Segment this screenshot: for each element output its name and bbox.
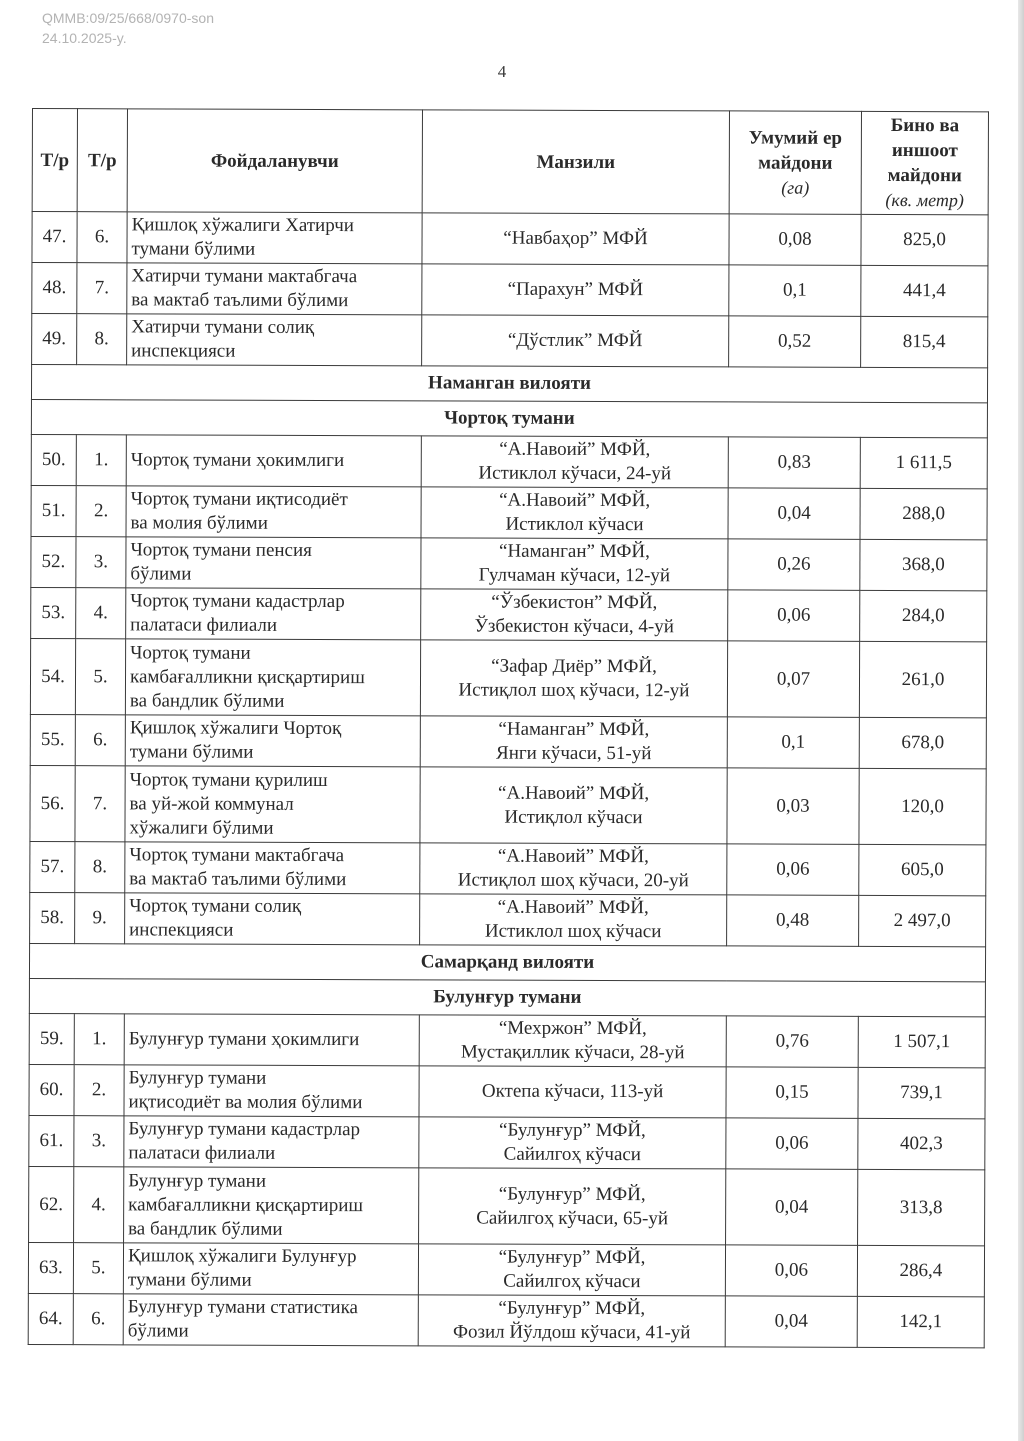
- row-sub-number: 7.: [75, 766, 125, 842]
- user-name-cell: [127, 314, 422, 366]
- column-header-building: [861, 111, 988, 214]
- table-row: [31, 536, 987, 590]
- user-name-cell: [123, 1243, 418, 1295]
- user-name-cell: [127, 212, 422, 264]
- row-number: 61.: [29, 1115, 74, 1166]
- table-row: [32, 263, 988, 317]
- row-number: 51.: [31, 485, 76, 536]
- address-cell: [421, 589, 728, 641]
- row-sub-number: 6.: [75, 715, 125, 766]
- page-edge-shadow: [1018, 0, 1024, 1441]
- row-sub-number: 7.: [77, 263, 127, 314]
- land-area-cell: 0,76: [726, 1016, 858, 1067]
- address-line: Сайилгоҳ кўчаси: [503, 1270, 641, 1293]
- table-row: [28, 1293, 984, 1347]
- user-name-cell: [123, 1294, 418, 1346]
- address-line: Фозил Йўлдош кўчаси, 41-уй: [452, 1321, 691, 1344]
- row-number: 57.: [30, 841, 75, 892]
- user-name-cell: [127, 263, 422, 315]
- row-sub-number: 9.: [75, 893, 125, 944]
- building-area-cell: 142,1: [857, 1296, 984, 1347]
- row-number: 63.: [28, 1242, 73, 1293]
- building-area-cell: 120,0: [859, 768, 986, 844]
- address-cell: [422, 264, 729, 316]
- address-cell: [419, 1015, 726, 1067]
- table-row: [30, 841, 986, 895]
- row-number: 54.: [30, 638, 75, 714]
- user-name-cell: [124, 1116, 419, 1168]
- user-name-line: Қишлоқ хўжалиги Булунғур: [127, 1245, 357, 1268]
- row-number: 48.: [32, 263, 77, 314]
- row-sub-number: 5.: [73, 1243, 123, 1294]
- land-area-cell: 0,1: [729, 265, 861, 316]
- address-line: “Булунғур” МФЙ,: [498, 1119, 646, 1142]
- district-row: [29, 978, 985, 1016]
- user-name-cell: [126, 537, 421, 589]
- user-name-line: ва мактаб таълими бўлими: [131, 289, 349, 312]
- land-area-cell: 0,06: [725, 1245, 857, 1296]
- address-line: Истиқлол шоҳ кўчаси, 20-уй: [457, 869, 689, 892]
- user-name-line: Қишлоқ хўжалиги Чортоқ: [129, 717, 342, 740]
- row-number: 59.: [29, 1013, 74, 1064]
- address-line: “Мехржон” МФЙ,: [498, 1017, 647, 1040]
- land-area-cell: 0,1: [727, 717, 859, 768]
- column-header-address: Манзили: [422, 110, 729, 214]
- address-line: “Наманган” МФЙ,: [498, 718, 650, 741]
- user-name-line: Булунғур тумани статистика: [127, 1296, 359, 1319]
- building-area-cell: 678,0: [859, 717, 986, 768]
- user-name-line: ва молия бўлими: [130, 512, 268, 534]
- column-header-user: Фойдаланувчи: [127, 109, 422, 213]
- document-date: 24.10.2025-y.: [42, 30, 127, 46]
- building-area-cell: 284,0: [860, 590, 987, 641]
- user-name-line: инспекцияси: [129, 919, 234, 941]
- row-sub-number: 2.: [74, 1065, 124, 1116]
- table-row: [31, 587, 987, 641]
- address-line: Янги кўчаси, 51-уй: [496, 742, 652, 765]
- address-cell: [420, 894, 727, 946]
- user-name-line: Хатирчи тумани мактабгача: [131, 265, 358, 288]
- address-line: “Зафар Диёр” МФЙ,: [491, 655, 657, 677]
- row-sub-number: 1.: [74, 1014, 124, 1065]
- row-sub-number: 8.: [77, 314, 127, 365]
- building-header-unit: (кв. метр): [885, 189, 964, 211]
- user-name-line: Чортоқ тумани ҳокимлиги: [130, 449, 345, 472]
- table-row: [32, 212, 988, 266]
- table-row: [29, 1064, 985, 1118]
- user-name-cell: [124, 1065, 419, 1117]
- row-sub-number: 1.: [76, 435, 126, 486]
- column-header-num: Т/р: [32, 109, 77, 212]
- table-row: [30, 765, 986, 844]
- address-line: “Булунғур” МФЙ,: [498, 1297, 646, 1320]
- row-number: 62.: [29, 1166, 74, 1242]
- address-line: “Дўстлик” МФЙ: [507, 329, 643, 352]
- district-title: Чортоқ тумани: [31, 399, 987, 437]
- land-area-cell: 0,06: [728, 590, 860, 641]
- land-area-cell: 0,08: [729, 214, 861, 265]
- address-line: Истиқлол шоҳ кўчаси, 12-уй: [458, 678, 690, 701]
- district-title: Булунғур тумани: [29, 978, 985, 1016]
- address-cell: [421, 487, 728, 539]
- address-line: “А.Навоий” МФЙ,: [498, 782, 650, 804]
- user-name-line: ва бандлик бўлими: [128, 1217, 283, 1240]
- user-name-line: иқтисодиёт ва молия бўлими: [128, 1091, 363, 1114]
- table-body: [28, 212, 988, 1348]
- user-name-cell: [124, 1167, 419, 1244]
- land-area-cell: 0,15: [726, 1067, 858, 1118]
- address-line: “Навбаҳор” МФЙ: [503, 227, 648, 250]
- user-name-line: хўжалиги бўлими: [129, 816, 274, 839]
- land-area-cell: 0,04: [728, 488, 860, 539]
- address-line: Истиклол шоҳ кўчаси: [484, 920, 662, 943]
- row-sub-number: 4.: [76, 588, 126, 639]
- row-number: 60.: [29, 1064, 74, 1115]
- user-name-cell: [125, 842, 420, 894]
- user-name-line: Қишлоқ хўжалиги Хатирчи: [131, 214, 355, 237]
- address-line: “Ўзбекистон” МФЙ,: [491, 591, 658, 614]
- row-number: 58.: [30, 892, 75, 943]
- user-name-cell: [126, 588, 421, 640]
- table-row: [30, 892, 986, 946]
- column-header-land: [729, 111, 861, 214]
- land-area-cell: 0,26: [728, 539, 860, 590]
- user-name-cell: [125, 715, 420, 767]
- address-line: Ўзбекистон кўчаси, 4-уй: [474, 615, 674, 638]
- land-area-cell: 0,04: [725, 1296, 857, 1347]
- region-title: Наманган вилояти: [31, 365, 987, 403]
- table-row: [29, 1013, 985, 1067]
- address-cell: [418, 1295, 725, 1347]
- building-area-cell: 605,0: [859, 844, 986, 895]
- user-name-cell: [125, 766, 420, 843]
- address-line: “А.Навоий” МФЙ,: [499, 438, 651, 461]
- address-cell: [419, 1168, 726, 1245]
- address-line: Мустақиллик кўчаси, 28-уй: [460, 1041, 685, 1064]
- row-sub-number: 6.: [77, 212, 127, 263]
- user-name-line: Хатирчи тумани солиқ: [131, 316, 315, 338]
- user-name-cell: [124, 1014, 419, 1066]
- address-line: “А.Навоий” МФЙ,: [497, 845, 649, 868]
- address-line: Октепа кўчаси, 113-уй: [481, 1080, 664, 1103]
- table-row: [31, 434, 987, 488]
- table-row: [32, 314, 988, 368]
- building-area-cell: 402,3: [858, 1118, 985, 1169]
- address-cell: [420, 640, 727, 717]
- building-header-label: Бино ва иншоот майдони: [887, 114, 962, 187]
- land-area-cell: 0,06: [727, 844, 859, 895]
- building-area-cell: 288,0: [860, 488, 987, 539]
- row-number: 47.: [32, 212, 77, 263]
- land-area-cell: 0,52: [729, 316, 861, 367]
- user-name-line: инспекцияси: [131, 340, 236, 362]
- building-area-cell: 286,4: [857, 1245, 984, 1296]
- address-cell: [419, 1066, 726, 1118]
- table-row: [30, 638, 986, 717]
- row-number: 50.: [31, 434, 76, 485]
- land-area-cell: 0,48: [727, 895, 859, 946]
- table-header-row: [32, 109, 988, 215]
- land-header-label: Умумий ер майдони: [748, 127, 843, 174]
- user-name-line: камбағалликни қисқартириш: [128, 1193, 364, 1216]
- user-name-line: Булунғур тумани: [128, 1067, 267, 1089]
- address-cell: [419, 1117, 726, 1169]
- row-number: 64.: [28, 1293, 73, 1344]
- row-number: 55.: [30, 714, 75, 765]
- land-area-cell: 0,06: [726, 1118, 858, 1169]
- user-name-line: Чортоқ тумани: [130, 641, 251, 664]
- building-area-cell: 825,0: [861, 214, 988, 265]
- document-header: [42, 8, 214, 48]
- property-registry-table: [28, 108, 989, 1348]
- address-line: “Наманган” МФЙ,: [499, 540, 650, 563]
- user-name-line: бўлими: [127, 1320, 189, 1342]
- address-line: “Булунғур” МФЙ,: [498, 1246, 646, 1269]
- address-cell: [420, 767, 727, 844]
- user-name-cell: [125, 893, 420, 945]
- row-sub-number: 5.: [75, 639, 125, 715]
- user-name-line: ва мактаб таълими бўлими: [129, 868, 347, 891]
- address-line: Гулчаман кўчаси, 12-уй: [478, 564, 671, 587]
- building-area-cell: 815,4: [861, 316, 988, 367]
- address-cell: [422, 213, 729, 265]
- land-area-cell: 0,83: [728, 437, 860, 488]
- address-cell: [421, 538, 728, 590]
- region-row: [31, 365, 987, 403]
- row-sub-number: 3.: [76, 537, 126, 588]
- address-line: Сайилгоҳ кўчаси: [503, 1143, 642, 1166]
- building-area-cell: 2 497,0: [859, 895, 986, 946]
- address-line: “Булунғур” МФЙ,: [498, 1183, 646, 1205]
- table-row: [29, 1115, 985, 1169]
- user-name-line: ва уй-жой коммунал: [129, 792, 294, 815]
- user-name-line: камбағалликни қисқартириш: [129, 665, 365, 688]
- row-number: 52.: [31, 536, 76, 587]
- table-row: [31, 485, 987, 539]
- address-line: “А.Навоий” МФЙ,: [499, 489, 651, 512]
- district-row: [31, 399, 987, 437]
- land-area-cell: 0,07: [727, 641, 859, 717]
- user-name-cell: [125, 639, 420, 716]
- user-name-line: Чортоқ тумани кадастрлар: [130, 590, 345, 613]
- column-header-sub: Т/р: [77, 109, 127, 212]
- row-sub-number: 3.: [74, 1116, 124, 1167]
- user-name-line: палатаси филиали: [128, 1142, 276, 1164]
- user-name-line: тумани бўлими: [129, 741, 254, 763]
- document-code: QMMB:09/25/668/0970-son: [42, 10, 214, 26]
- address-line: “Парахун” МФЙ: [507, 278, 644, 301]
- address-line: Истиклол кўчаси, 24-уй: [478, 462, 672, 485]
- row-number: 53.: [31, 587, 76, 638]
- address-line: Истиқлол кўчаси: [504, 806, 643, 828]
- address-line: Сайилгоҳ кўчаси, 65-уй: [476, 1207, 669, 1229]
- address-cell: [418, 1244, 725, 1296]
- table-row: [29, 1166, 985, 1245]
- row-sub-number: 2.: [76, 486, 126, 537]
- building-area-cell: 1 507,1: [858, 1016, 985, 1067]
- user-name-line: Чортоқ тумани мактабгача: [129, 844, 345, 867]
- building-area-cell: 313,8: [858, 1169, 985, 1245]
- address-cell: [420, 843, 727, 895]
- user-name-cell: [126, 486, 421, 538]
- address-line: Истиклол кўчаси: [505, 513, 644, 536]
- row-number: 49.: [32, 314, 77, 365]
- land-header-unit: (га): [781, 177, 810, 198]
- address-cell: [421, 436, 728, 488]
- user-name-line: Булунғур тумани кадастрлар: [128, 1118, 361, 1141]
- land-area-cell: 0,03: [727, 768, 859, 844]
- building-area-cell: 739,1: [858, 1067, 985, 1118]
- row-number: 56.: [30, 765, 75, 841]
- table-row: [28, 1242, 984, 1296]
- address-cell: [420, 716, 727, 768]
- region-title: Самарқанд вилояти: [29, 943, 985, 981]
- user-name-line: палатаси филиали: [130, 614, 278, 636]
- building-area-cell: 261,0: [859, 641, 986, 717]
- user-name-line: бўлими: [130, 563, 192, 585]
- user-name-line: Чортоқ тумани пенсия: [130, 539, 312, 561]
- page-number: 4: [497, 62, 507, 81]
- land-area-cell: 0,04: [726, 1169, 858, 1245]
- user-name-line: тумани бўлими: [127, 1269, 252, 1291]
- address-line: “А.Навоий” МФЙ,: [497, 896, 649, 919]
- address-cell: [422, 315, 729, 367]
- row-sub-number: 6.: [73, 1294, 123, 1345]
- user-name-line: Чортоқ тумани солиқ: [129, 895, 302, 917]
- user-name-line: ва бандлик бўлими: [129, 689, 285, 712]
- building-area-cell: 368,0: [860, 539, 987, 590]
- user-name-line: Булунғур тумани ҳокимлиги: [128, 1028, 360, 1051]
- building-area-cell: 441,4: [861, 265, 988, 316]
- row-sub-number: 8.: [75, 842, 125, 893]
- row-sub-number: 4.: [74, 1167, 124, 1243]
- table-row: [30, 714, 986, 768]
- user-name-line: тумани бўлими: [131, 238, 256, 260]
- user-name-line: Булунғур тумани: [128, 1169, 267, 1192]
- user-name-cell: [126, 435, 421, 487]
- region-row: [29, 943, 985, 981]
- building-area-cell: 1 611,5: [860, 437, 987, 488]
- user-name-line: Чортоқ тумани қурилиш: [129, 768, 328, 791]
- user-name-line: Чортоқ тумани иқтисодиёт: [130, 488, 348, 511]
